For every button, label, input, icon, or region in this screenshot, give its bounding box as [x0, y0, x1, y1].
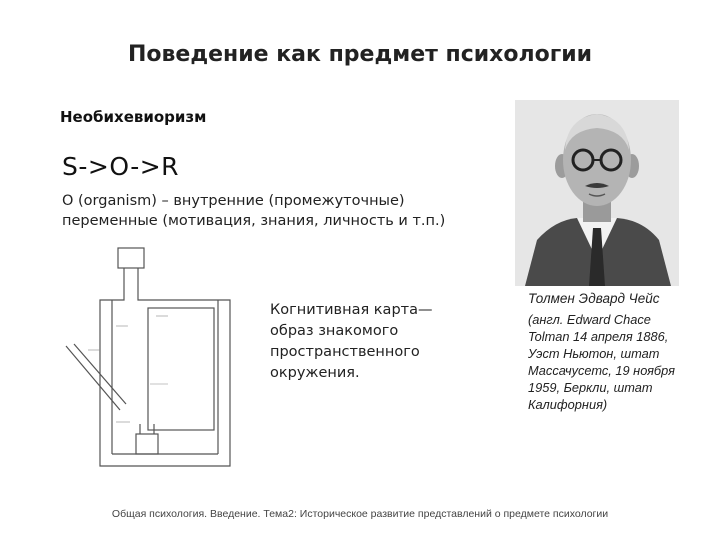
portrait-caption — [528, 290, 688, 413]
tolman-portrait — [515, 100, 679, 286]
slide-title: Поведение как предмет психологии — [127, 42, 593, 67]
cognitive-map-text: Когнитивная карта— образ знакомого пространственного окружения. — [270, 302, 433, 381]
sor-formula: S->O->R — [62, 152, 180, 181]
maze-goal-box — [136, 434, 158, 454]
slide-subtitle: Необихевиоризм — [60, 108, 207, 126]
maze-start-box — [118, 248, 144, 268]
portrait-details: (англ. Edward Chace Tolman 14 апреля 1886, Уэст Ньютон, штат Массачусетс, 19 ноября 1959, Беркли, штат Калифорния) — [528, 312, 675, 412]
portrait-name: Толмен Эдвард Чейс — [528, 291, 660, 306]
organism-definition: O (organism) – внутренние (промежуточные) переменные (мотивация, знания, личность и т.п.) — [62, 193, 446, 229]
slide-footer: Общая психология. Введение. Тема2: Историческое развитие представлений о предмете психологии — [111, 508, 609, 520]
maze-diagram — [60, 244, 250, 484]
maze-inner-box — [148, 308, 214, 430]
maze-outer-path — [100, 286, 230, 466]
